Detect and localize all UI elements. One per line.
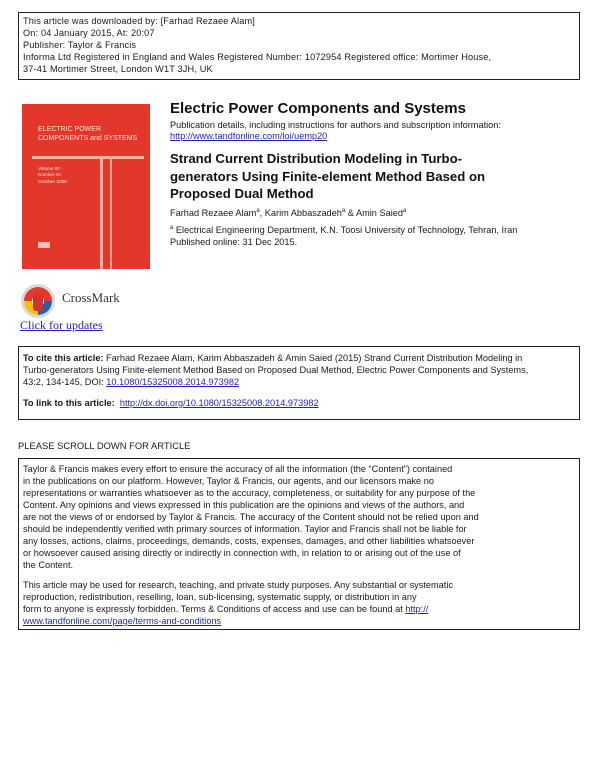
download-line: This article was downloaded by: [Farhad Rezaee Alam] — [23, 16, 255, 26]
download-line: On: 04 January 2015, At: 20:07 — [23, 28, 155, 38]
disclaimer-box — [18, 458, 580, 630]
disclaimer-line: representations or warranties whatsoever as to the accuracy, completeness, or suitability for any purpose of the — [23, 488, 476, 498]
article-doi-url-link[interactable]: http://dx.doi.org/10.1080/15325008.2014.973982 — [119, 398, 319, 408]
citation-box — [18, 346, 580, 420]
cite-line: 43:2, 134-145, DOI: 10.1080/15325008.2014.973982 — [23, 377, 240, 387]
journal-title: Electric Power Components and Systems — [170, 100, 466, 117]
cover-title: ELECTRIC POWER COMPONENTS and SYSTEMS — [38, 126, 138, 142]
terms-link-part[interactable]: http:// — [405, 604, 429, 614]
link-line: To link to this article: http://dx.doi.org/10.1080/15325008.2014.973982 — [23, 398, 319, 408]
download-line: 37-41 Mortimer Street, London W1T 3JH, UK — [23, 64, 213, 74]
cover-volume: Volume 00 Number 00 — [38, 166, 61, 177]
download-line: Publisher: Taylor & Francis — [23, 40, 137, 50]
published-date: Published online: 31 Dec 2015. — [170, 237, 298, 247]
affiliation: $^a$ Electrical Engineering Department, K.N. Toosi University of Technology, Tehran, Iran — [170, 224, 518, 235]
usage-line: form to anyone is expressly forbidden. Terms & Conditions of access and use can be found at http:// — [23, 604, 429, 614]
publication-details: Publication details, including instructions for authors and subscription information: — [170, 120, 501, 130]
cover-date: October 2000 — [38, 180, 68, 185]
terms-conditions-link[interactable]: www.tandfonline.com/page/terms-and-conditions — [23, 616, 222, 626]
disclaimer-line: Content. Any opinions and views expressed in this publication are the opinions and views of the authors, and — [23, 500, 465, 510]
crossmark-icon[interactable] — [20, 283, 56, 319]
disclaimer-line: the Content. — [23, 560, 74, 570]
usage-line — [23, 616, 221, 628]
disclaimer-line: should be independently verified with primary sources of information. Taylor and Francis shall not be liable for — [23, 524, 467, 534]
journal-url-link[interactable]: http://www.tandfonline.com/loi/uemp20 — [170, 131, 328, 141]
cite-line: Turbo-generators Using Finite-element Method Based on Proposed Dual Method, Electric Power Components and Systems, — [23, 365, 529, 375]
crossmark-label[interactable]: CrossMark — [62, 290, 120, 305]
article-title: Strand Current Distribution Modeling in Turbo- generators Using Finite-element Method Based on Proposed Dual Method — [170, 151, 486, 201]
disclaimer-line: any losses, actions, claims, proceedings, demands, costs, expenses, damages, and other liabilities whatsoever — [23, 536, 475, 546]
click-for-updates-link[interactable]: Click for updates — [20, 318, 103, 332]
usage-line: reproduction, redistribution, reselling, loan, sub-licensing, systematic supply, or distribution in any — [23, 592, 417, 602]
download-info-box — [18, 12, 580, 80]
cite-line: To cite this article: Farhad Rezaee Alam, Karim Abbaszadeh & Amin Saied (2015) Strand Current Distribution Modeling in — [23, 353, 523, 363]
disclaimer-line: Taylor & Francis makes every effort to ensure the accuracy of all the information (the “Content”) contained — [23, 464, 453, 474]
publisher-logo-icon — [38, 242, 50, 248]
scroll-notice: PLEASE SCROLL DOWN FOR ARTICLE — [18, 440, 191, 451]
authors: Farhad Rezaee Alam$^a$, Karim Abbaszadeh$^a$ & Amin Saied$^a$ — [170, 207, 407, 218]
disclaimer-line: or howsoever caused arising directly or indirectly in connection with, in relation to or arising out of the use of — [23, 548, 461, 558]
doi-link[interactable]: 10.1080/15325008.2014.973982 — [106, 377, 240, 387]
disclaimer-line: are not the views of or endorsed by Taylor & Francis. The accuracy of the Content should not be relied upon and — [23, 512, 479, 522]
disclaimer-line: in the publications on our platform. However, Taylor & Francis, our agents, and our licensors make no — [23, 476, 434, 486]
usage-line: This article may be used for research, teaching, and private study purposes. Any substantial or systematic — [23, 580, 453, 590]
journal-cover-image — [22, 104, 150, 269]
download-line: Informa Ltd Registered in England and Wales Registered Number: 1072954 Registered office: Mortimer House, — [23, 52, 492, 62]
